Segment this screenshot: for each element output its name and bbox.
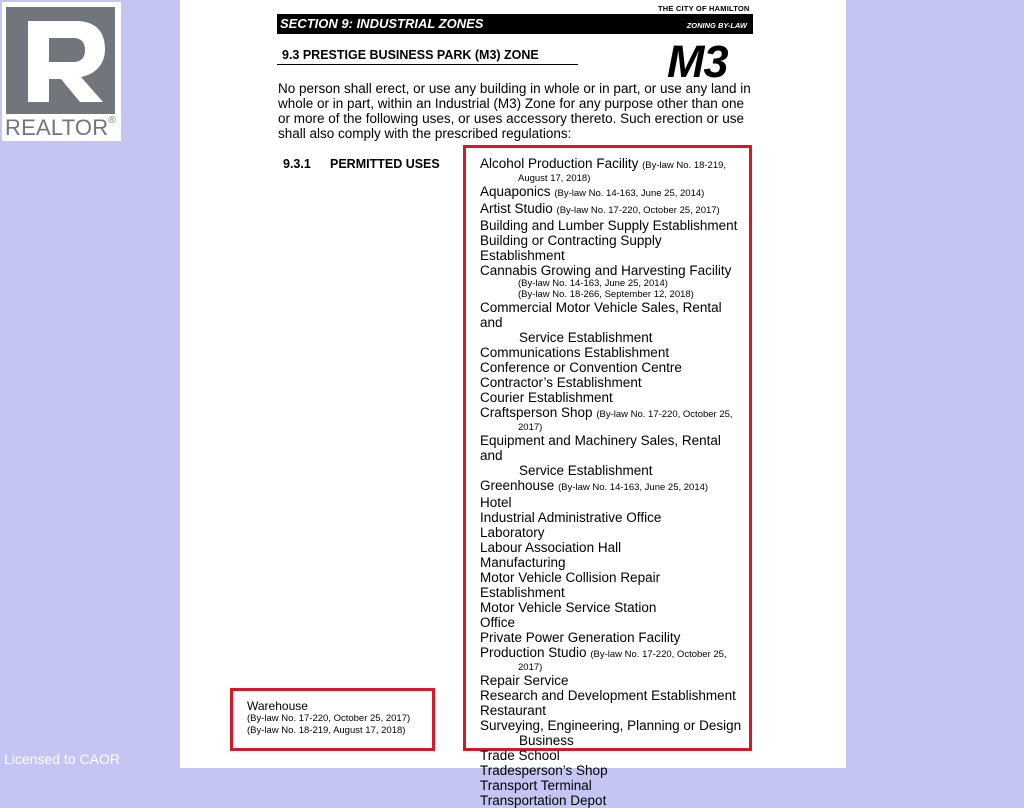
- use-name: Building and Lumber Supply Establishment: [480, 218, 738, 233]
- list-item: [480, 263, 746, 300]
- list-item: [480, 390, 746, 405]
- list-item: [480, 184, 746, 201]
- list-item: [480, 600, 746, 615]
- use-name: Conference or Convention Centre: [480, 360, 682, 375]
- list-item: [480, 405, 746, 433]
- list-item: [480, 763, 746, 778]
- list-item: [480, 703, 746, 718]
- bylaw-note: 2017): [518, 662, 543, 673]
- warehouse-name: Warehouse: [247, 699, 308, 713]
- use-name-continued: Service Establishment: [519, 463, 653, 478]
- use-name: Craftsperson Shop: [480, 405, 593, 420]
- bylaw-note: (By-law No. 14-163, June 25, 2014): [518, 278, 668, 289]
- use-name: Research and Development Establishment: [480, 688, 736, 703]
- bylaw-note: (By-law No. 17-220, October 25, 2017): [556, 205, 720, 216]
- use-name: Restaurant: [480, 703, 547, 718]
- bylaw-note: (By-law No. 18-219,: [642, 160, 727, 171]
- use-name: Transport Terminal: [480, 778, 592, 793]
- list-item: [480, 525, 746, 540]
- bylaw-note: 2017): [518, 422, 543, 433]
- doc-type-label: ZONING BY-LAW: [686, 21, 747, 30]
- permitted-uses-list: [480, 156, 746, 808]
- license-watermark: Licensed to CAOR: [4, 751, 120, 767]
- list-item: [480, 510, 746, 525]
- zone-title: 9.3 PRESTIGE BUSINESS PARK (M3) ZONE: [282, 48, 539, 62]
- list-item: [480, 478, 746, 495]
- list-item: [480, 345, 746, 360]
- list-item: [480, 495, 746, 510]
- list-item: [480, 718, 746, 748]
- warehouse-entry: [247, 700, 410, 737]
- city-name: THE CITY OF HAMILTON: [658, 4, 750, 13]
- subsection-title: PERMITTED USES: [330, 157, 440, 171]
- list-item: [480, 555, 746, 570]
- warehouse-note: (By-law No. 17-220, October 25, 2017): [247, 713, 411, 724]
- use-name: Private Power Generation Facility: [480, 630, 681, 645]
- list-item: [480, 300, 746, 345]
- realtor-logo: [2, 2, 121, 141]
- list-item: [480, 688, 746, 703]
- bylaw-note: August 17, 2018): [518, 173, 591, 184]
- use-name: Contractor’s Establishment: [480, 375, 642, 390]
- intro-paragraph: No person shall erect, or use any building in whole or in part, or use any land in whole or in part, within an Industrial (M3) Zone for any purpose other than one or more of the following uses, or uses accessory thereto. Such erection or use shall also comply with the prescribed regulations:: [278, 81, 751, 141]
- section-title: SECTION 9: INDUSTRIAL ZONES: [280, 16, 484, 31]
- list-item: [480, 433, 746, 478]
- use-name: Motor Vehicle Collision Repair Establishment: [480, 570, 661, 600]
- zone-title-underline: [277, 64, 578, 65]
- list-item: [480, 615, 746, 630]
- list-item: [480, 360, 746, 375]
- use-name: Communications Establishment: [480, 345, 670, 360]
- bylaw-note: (By-law No. 14-163, June 25, 2014): [558, 482, 709, 493]
- use-name: Alcohol Production Facility: [480, 156, 639, 171]
- use-name: Transportation Depot: [480, 793, 607, 808]
- use-name: Trade School: [480, 748, 560, 763]
- list-item: [480, 375, 746, 390]
- use-name: Tradesperson’s Shop: [480, 763, 608, 778]
- use-name: Building or Contracting Supply Establishment: [480, 233, 662, 263]
- use-name: Repair Service: [480, 673, 569, 688]
- use-name-continued: Business: [519, 733, 574, 748]
- use-name: Aquaponics: [480, 184, 551, 199]
- list-item: [480, 233, 746, 263]
- list-item: [480, 156, 746, 184]
- use-name: Production Studio: [480, 645, 587, 660]
- list-item: [480, 570, 746, 600]
- subsection-number: 9.3.1: [283, 157, 311, 171]
- use-name: Surveying, Engineering, Planning or Design: [480, 718, 742, 733]
- bylaw-note: (By-law No. 18-266, September 12, 2018): [518, 289, 694, 300]
- bylaw-note: (By-law No. 17-220, October 25,: [590, 649, 727, 660]
- use-name: Office: [480, 615, 516, 630]
- list-item: [480, 673, 746, 688]
- list-item: [480, 630, 746, 645]
- use-name: Hotel: [480, 495, 512, 510]
- use-name: Labour Association Hall: [480, 540, 622, 555]
- list-item: [480, 218, 746, 233]
- use-name: Manufacturing: [480, 555, 566, 570]
- use-name: Laboratory: [480, 525, 545, 540]
- realtor-wordmark: REALTOR®: [5, 115, 116, 140]
- list-item: [480, 540, 746, 555]
- use-name: Industrial Administrative Office: [480, 510, 662, 525]
- list-item: [480, 645, 746, 673]
- use-name: Courier Establishment: [480, 390, 613, 405]
- use-name: Commercial Motor Vehicle Sales, Rental and: [480, 300, 722, 330]
- use-name: Greenhouse: [480, 478, 555, 493]
- use-name: Motor Vehicle Service Station: [480, 600, 657, 615]
- zone-code: M3: [667, 36, 728, 87]
- list-item: [480, 793, 746, 808]
- bylaw-note: (By-law No. 14-163, June 25, 2014): [554, 188, 705, 199]
- use-name: Cannabis Growing and Harvesting Facility: [480, 263, 732, 278]
- use-name: Equipment and Machinery Sales, Rental and: [480, 433, 721, 463]
- list-item: [480, 748, 746, 763]
- realtor-r-icon: [6, 7, 115, 114]
- bylaw-note: (By-law No. 17-220, October 25,: [596, 409, 733, 420]
- use-name: Artist Studio: [480, 201, 553, 216]
- use-name-continued: Service Establishment: [519, 330, 653, 345]
- list-item: [480, 201, 746, 218]
- section-header-bar: [277, 14, 753, 34]
- list-item: [480, 778, 746, 793]
- warehouse-note: (By-law No. 18-219, August 17, 2018): [247, 725, 406, 736]
